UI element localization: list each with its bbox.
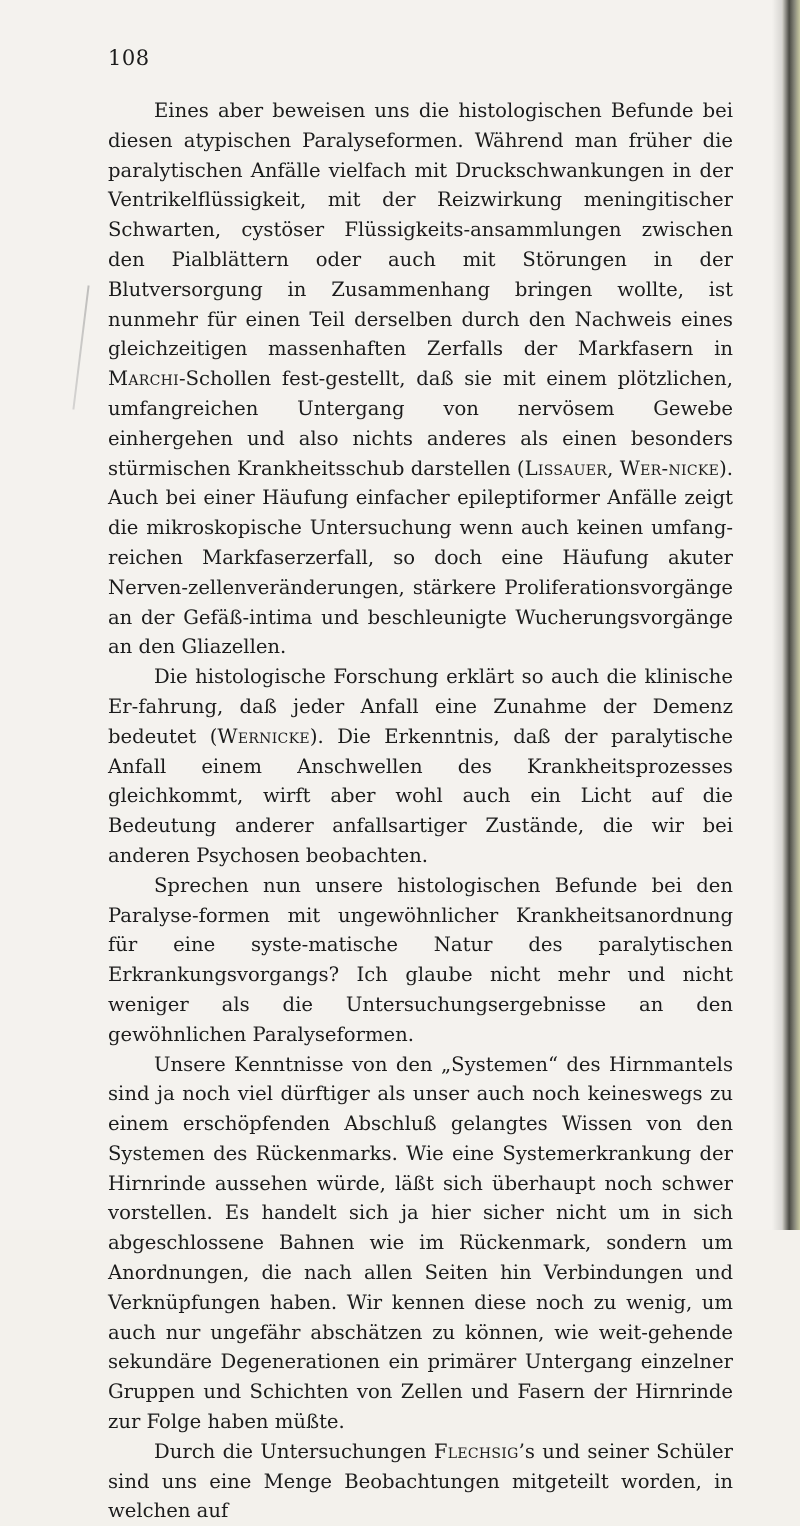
paragraph-text: Sprechen nun unsere histologischen Befunde bei den Paralyse-formen mit ungewöhnlicher Krankheitsanordnung für eine syste-matische Natur des paralytischen Erkrankungsvorgangs? Ich glaube nicht mehr und nicht weniger als die Untersuchungsergebnisse an den gewöhnlichen Paralyseformen.	[108, 873, 733, 1046]
paragraph	[108, 662, 733, 871]
paragraph-text: Eines aber beweisen uns die histologischen Befunde bei diesen atypischen Paralyseformen. Während man früher die paralytischen Anfälle vielfach mit Druckschwankungen in der Ventrikelflüssigkeit, mit der Reizwirkung meningitischer Schwarten, cystöser Flüssigkeits-ansammlungen zwischen den Pialblättern oder auch mit Störungen in der Blutversorgung in Zusammenhang bringen wollte, ist nunmehr für einen Teil derselben durch den Nachweis eines gleichzeitigen massenhaften Zerfalls der Markfasern in	[108, 99, 733, 361]
author-name: Marchi	[108, 367, 179, 391]
paragraph-text: Die histologische Forschung erklärt so auch die klinische Er-fahrung, daß jeder Anfall eine Zunahme der Demenz bedeutet (	[108, 665, 733, 748]
paragraph	[108, 1437, 733, 1526]
paragraph-text: ,	[607, 456, 620, 480]
paragraph-text: Unsere Kenntnisse von den „Systemen“ des Hirnmantels sind ja noch viel dürftiger als unser auch noch keineswegs zu einem erschöpfenden Abschluß gelangtes Wissen von den Systemen des Rückenmarks. Wie eine Systemerkrankung der Hirnrinde aussehen würde, läßt sich überhaupt noch schwer vorstellen. Es handelt sich ja hier sicher nicht um in sich abgeschlossene Bahnen wie im Rückenmark, sondern um Anordnungen, die nach allen Seiten hin Verbindungen und Verknüpfungen haben. Wir kennen diese noch zu wenig, um auch nur ungefähr abschätzen zu können, wie weit-gehende sekundäre Degenerationen ein primärer Untergang einzelner Gruppen und Schichten von Zellen und Fasern der Hirnrinde zur Folge haben müßte.	[108, 1052, 733, 1434]
margin-pencil-mark	[72, 285, 89, 409]
author-name: Flechsig	[433, 1439, 519, 1463]
paragraph	[108, 96, 733, 662]
paragraph-text: ). Die Erkenntnis, daß der paralytische Anfall einem Anschwellen des Krankheitsprozesses gleichkommt, wirft aber wohl auch ein Licht auf die Bedeutung anderer anfallsartiger Zustände, die wir bei anderen Psychosen beobachten.	[108, 724, 733, 867]
author-name: Wernicke	[217, 724, 310, 748]
author-name: Wer-nicke	[619, 456, 720, 480]
book-page-edge	[782, 0, 800, 1230]
page-edge-shadow	[772, 0, 782, 1230]
paragraph	[108, 871, 733, 1050]
body-text	[108, 96, 733, 1526]
paragraph	[108, 1050, 733, 1437]
paragraph-text: -Schollen fest-gestellt, daß sie mit einem plötzlichen, umfangreichen Untergang von nervösem Gewebe einhergehen und also nichts anderes als einen besonders stürmischen Krankheitsschub darstellen (	[108, 367, 733, 480]
page-number: 108	[108, 46, 150, 70]
author-name: Lissauer	[524, 456, 608, 480]
paragraph-text: Durch die Untersuchungen	[154, 1439, 434, 1463]
paragraph-text: ’s und seiner Schüler sind uns eine Menge Beobachtungen mitgeteilt worden, in welchen auf	[108, 1439, 733, 1523]
paragraph-text: ). Auch bei einer Häufung einfacher epileptiformer Anfälle zeigt die mikroskopische Untersuchung wenn auch keinen umfang-reichen Markfaserzerfall, so doch eine Häufung akuter Nerven-zellenveränderungen, stärkere Proliferationsvorgänge an der Gefäß-intima und beschleunigte Wucherungsvorgänge an den Gliazellen.	[108, 456, 733, 659]
